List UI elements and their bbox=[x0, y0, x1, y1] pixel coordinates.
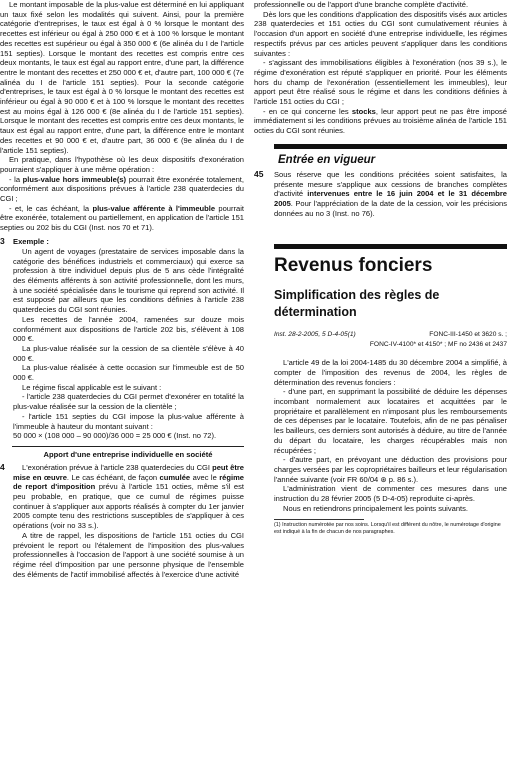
apport-section bbox=[0, 463, 244, 579]
bullet-immobilisations: - s'agissant des immobilisations éligibles à l'exonération (nos 39 s.), le régime d'exonération est réputé s'appliquer en priorité. Pour les éléments hors du champ de l'exonération (essentiellement les immeubles), leur apport peut être réalisé sous le régime et dans les conditions définies à l'article 151 octies du CGI ; bbox=[254, 58, 507, 107]
example-text: La plus-value réalisée sur la cession de sa clientèle s'élève à 40 000 €. bbox=[13, 343, 244, 363]
paragraph-points: Nous en retiendrons principalement les points suivants. bbox=[283, 503, 468, 513]
vigueur-section bbox=[254, 170, 507, 219]
bullet-deduction: - d'une part, en supprimant la possibilité de déduire les dépenses incombant normalement aux locataires et acquittées par le propriétaire et parallèlement en n'imposant plus les remboursements de ces dépenses par le locataire. Toutefois, afin de ne pas pénaliser les bailleurs, ces derniers sont autorisés à déduire, au titre de l'année du départ du locataire, les charges récupérables mais non récupérées ; bbox=[274, 387, 507, 455]
paragraph-number: 4 bbox=[0, 461, 5, 472]
paragraph-number: 45 bbox=[254, 168, 264, 179]
example-text: - l'article 238 quaterdecies du CGI permet d'exonérer en totalité la plus-value réalisée sur la cession de la clientèle ; bbox=[13, 392, 244, 412]
paragraph-law: L'article 49 de la loi 2004-1485 du 30 décembre 2004 a simplifié, à compter de l'imposition des revenus de 2004, les règles de détermination des revenus fonciers : bbox=[274, 358, 507, 387]
paragraph-reminder: A titre de rappel, les dispositions de l'article 151 octies du CGI prévoient le report ou l'étalement de l'imposition des plus-values professionnelles à l'occasion de l'apport à une société soumise à un régime réel d'imposition par une personne physique de l'ensemble des éléments de l'actif immobilisé affectés à l'exercice d'une activité bbox=[13, 530, 244, 579]
paragraph-number: 3 bbox=[0, 235, 5, 246]
bullet-capital-gain: - la plus-value hors immeuble(s) pourrait être exonérée totalement, conformément aux dispositions prévues à l'article 238 quaterdecies du CGI ; bbox=[0, 174, 244, 204]
left-column bbox=[0, 0, 244, 759]
section-bar bbox=[274, 144, 507, 149]
reference-line bbox=[274, 330, 507, 339]
example-text: La plus-value réalisée à cette occasion sur l'immeuble est de 50 000 €. bbox=[13, 363, 244, 383]
right-column bbox=[254, 0, 507, 759]
bullet-stocks: - en ce qui concerne les stocks, leur apport peut ne pas être imposé immédiatement si les conditions prévues au troisième alinéa de l'article 151 octies du CGI sont réunies. bbox=[254, 106, 507, 136]
fonc-reference-2: FONC-IV-4100* et 4150* ; MF no 2436 et 2437 bbox=[369, 340, 507, 348]
paragraph-vigueur: Sous réserve que les conditions précitées soient satisfaites, la présente mesure s'applique aux cessions de branches complètes d'activité intervenues entre le 16 juin 2004 et le 31 décembre 2005. Pour l'appréciation de la date de la cession, voir les précisions données au no 3 (Inst. no 76). bbox=[274, 169, 507, 218]
bullet-building-gain: - et, le cas échéant, la plus-value afférente à l'immeuble pourrait être exonérée, totalement ou partiellement, en application de l'article 151 septies ou 202 bis du CGI (Inst. nos 70 et 71). bbox=[0, 203, 244, 233]
paragraph-apport: L'exonération prévue à l'article 238 quaterdecies du CGI peut être mise en œuvre. Le cas échéant, de façon cumulée avec le régime de report d'imposition prévu à l'article 151 octies, même s'il est peu probable, en pratique, que ce cumul de régimes puisse continuer à s'appliquer aux apports réalisés à compter du 1er janvier 2005 compte tenu des restrictions susceptibles de s'appliquer à ces opérations (voir no 33 s.). bbox=[13, 462, 244, 531]
instruction-reference: Inst. 28-2-2005, 5 D-4-05(1) bbox=[274, 331, 356, 339]
paragraph-practice: En pratique, dans l'hypothèse où les deux dispositifs d'exonération pourraient s'appliquer à une même opération : bbox=[0, 155, 244, 174]
paragraph-administration: L'administration vient de commenter ces mesures dans une instruction du 28 février 2005 (5 D-4-05) reproduite ci-après. bbox=[274, 484, 507, 504]
footnote-rule bbox=[274, 519, 364, 520]
bullet-provisions: - d'autre part, en prévoyant une déduction des provisions pour charges versées par les copropriétaires bailleurs et leur régularisation l'année suivante (voir FR 60/04 ⊛ p. 86 s.). bbox=[274, 455, 507, 484]
footnote: (1) Instruction numérotée par nos soins. Lorsqu'il est différent du nôtre, le numérotage d'origine est indiqué à la fin de chacun de nos paragraphes. bbox=[274, 522, 501, 536]
section-divider bbox=[12, 446, 244, 447]
paragraph-cumulative: Dès lors que les conditions d'application des dispositifs visés aux articles 238 quaterdecies et 151 octies du CGI sont cumulativement réunies à l'occasion d'un apport en société d'une entreprise individuelle, les régimes respectifs prévus par ces articles peuvent s'appliquer dans les conditions suivantes : bbox=[254, 9, 507, 58]
revenus-body bbox=[254, 358, 507, 513]
example-title: Exemple : bbox=[13, 236, 49, 246]
chapter-subtitle: Simplification des règles de détermination bbox=[274, 288, 440, 320]
example-text: Le régime fiscal applicable est le suivant : bbox=[22, 382, 162, 392]
section-bar bbox=[274, 244, 507, 249]
paragraph-continued: professionnelle ou de l'apport d'une branche complète d'activité. bbox=[254, 0, 469, 9]
example-text: Un agent de voyages (prestataire de services imposable dans la catégorie des bénéfices industriels et commerciaux) qui exerce sa profession à titre individuel depuis plus de 5 ans cède l'intégralité des éléments afférents à son activité professionnelle, dont les murs, à une société spécialisée dans le tourisme qui reprend son activité. Il est supposé par ailleurs que les conditions définies à l'article 238 quaterdecies du CGI sont réunies. bbox=[13, 246, 244, 315]
example-text: Les recettes de l'année 2004, ramenées sur douze mois conformément aux dispositions de l'article 202 bis, s'élèvent à 108 000 €. bbox=[13, 314, 244, 344]
example-formula: 50 000 × (108 000 – 90 000)/36 000 = 25 000 € (Inst. no 72). bbox=[13, 431, 217, 441]
section-title-vigueur: Entrée en vigueur bbox=[278, 153, 376, 166]
section-title-apport: Apport d'une entreprise individuelle en société bbox=[43, 449, 213, 459]
example-section bbox=[0, 237, 244, 441]
chapter-title: Revenus fonciers bbox=[274, 255, 433, 277]
fonc-reference: FONC-III-1450 et 3620 s. ; bbox=[429, 331, 507, 339]
example-text: - l'article 151 septies du CGI impose la plus-value afférente à l'immeuble à hauteur du montant suivant : bbox=[13, 411, 244, 431]
paragraph-rates: Le montant imposable de la plus-value est déterminé en lui appliquant un taux fixé selon les modalités qui suivent. Ainsi, pour la première catégorie d'entreprises, le taux est égal à 0 % lorsque le montant des recettes est inférieur ou égal à 250 000 € et à 100 % lorsque le montant des recettes est supérieur ou égal à 350 000 € (6e alinéa du I de l'article 151 septies). Lorsque le montant des recettes est compris entre ces deux montants, le taux est égal au rapport entre, d'une part, la différence entre le montant des recettes et 250 000 € et, d'autre part, 100 000 € (7e alinéa du I de l'article 151 septies). Pour la seconde catégorie d'entreprises, le taux est égal à 0 % lorsque le montant des recettes est inférieur ou égal à 90 000 € et à 100 % lorsque le montant des recettes est au moins égal à 126 000 € (8e alinéa du I de l'article 151 septies). Lorsque le montant des recettes est compris entre ces deux montants, le taux est égal au rapport entre, d'une part, la différence entre le montant des recettes et 90 000 € et, d'autre part, 36 000 € (9e alinéa du I de l'article 151 septies). bbox=[0, 0, 244, 155]
